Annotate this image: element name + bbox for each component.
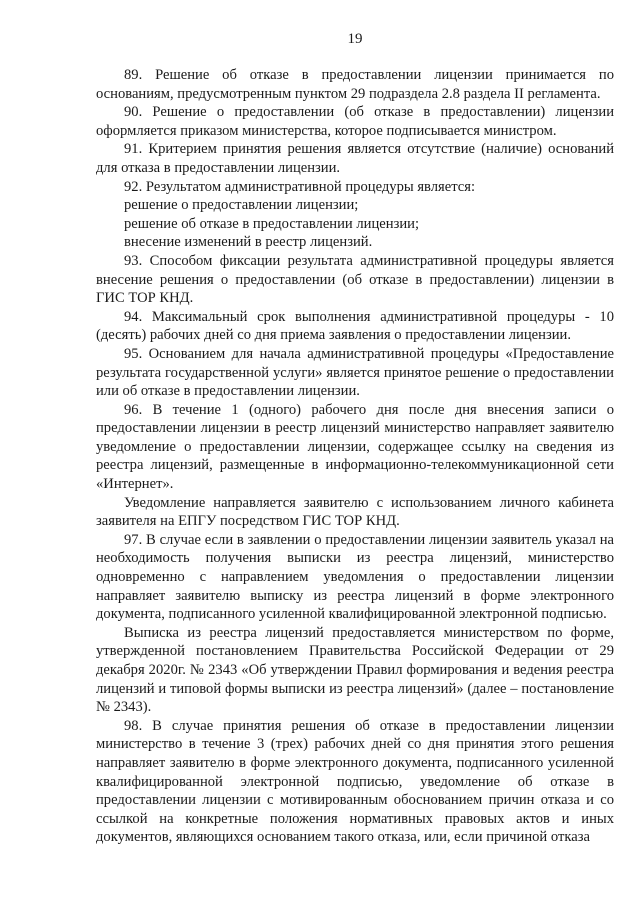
paragraph-extract: Выписка из реестра лицензий предоставляется министерством по форме, утвержденной постановлением Правительства Российской Федерации от 29 декабря 2020г. № 2343 «Об утверждении Правил формирования и ведения реестра лицензий и типовой формы выписки из реестра лицензий» (далее – постановление № 2343). xyxy=(96,624,614,716)
paragraph-97: 97. В случае если в заявлении о предоставлении лицензии заявитель указал на необходимость получения выписки из реестра лицензий, министерство одновременно с направлением уведомления о предоставлении лицензии направляет заявителю выписку из реестра лицензий в форме электронного документа, подписанного усиленной квалифицированной электронной подписью. xyxy=(96,531,614,623)
paragraph-93: 93. Способом фиксации результата административной процедуры является внесение решения о предоставлении (об отказе в предоставлении) лицензии в ГИС ТОР КНД. xyxy=(96,252,614,307)
paragraph-94: 94. Максимальный срок выполнения административной процедуры - 10 (десять) рабочих дней со дня приема заявления о предоставлении лицензии. xyxy=(96,308,614,344)
document-page xyxy=(96,30,614,847)
paragraph-90: 90. Решение о предоставлении (об отказе в предоставлении) лицензии оформляется приказом министерства, которое подписывается министром. xyxy=(96,104,614,139)
paragraph-89: 89. Решение об отказе в предоставлении лицензии принимается по основаниям, предусмотренным пунктом 29 подраздела 2.8 раздела II регламента. xyxy=(96,67,614,102)
page-number: 19 xyxy=(347,31,363,47)
paragraph-95: 95. Основанием для начала административной процедуры «Предоставление результата государственной услуги» является принятое решение о предоставлении или об отказе в предоставлении лицензии. xyxy=(96,345,614,400)
paragraph-91: 91. Критерием принятия решения является отсутствие (наличие) оснований для отказа в предоставлении лицензии. xyxy=(96,141,614,176)
paragraph-92: 92. Результатом административной процедуры является: xyxy=(124,178,476,195)
paragraph-notification: Уведомление направляется заявителю с использованием личного кабинета заявителя на ЕПГУ посредством ГИС ТОР КНД. xyxy=(96,494,614,530)
result-item-grant: решение о предоставлении лицензии; xyxy=(124,197,359,214)
paragraph-98: 98. В случае принятия решения об отказе в предоставлении лицензии министерство в течение 3 (трех) рабочих дней со дня принятия этого решения направляет заявителю в форме электронного документа, подписанного усиленной квалифицированной электронной подписью, уведомление об отказе в предоставлении лицензии с мотивированным обоснованием причин отказа и со ссылкой на конкретные положения нормативных правовых актов и иных документов, являющихся основанием такого отказа, или, если причиной отказа xyxy=(96,717,614,846)
paragraph-96: 96. В течение 1 (одного) рабочего дня после дня внесения записи о предоставлении лицензии в реестр лицензий министерство направляет заявителю уведомление о предоставлении лицензии, содержащее ссылку на сведения из реестра лицензий, размещенные в информационно-телекоммуникационной сети «Интернет». xyxy=(96,401,614,493)
result-item-refusal: решение об отказе в предоставлении лицензии; xyxy=(124,215,420,232)
result-item-registry-change: внесение изменений в реестр лицензий. xyxy=(124,234,373,251)
